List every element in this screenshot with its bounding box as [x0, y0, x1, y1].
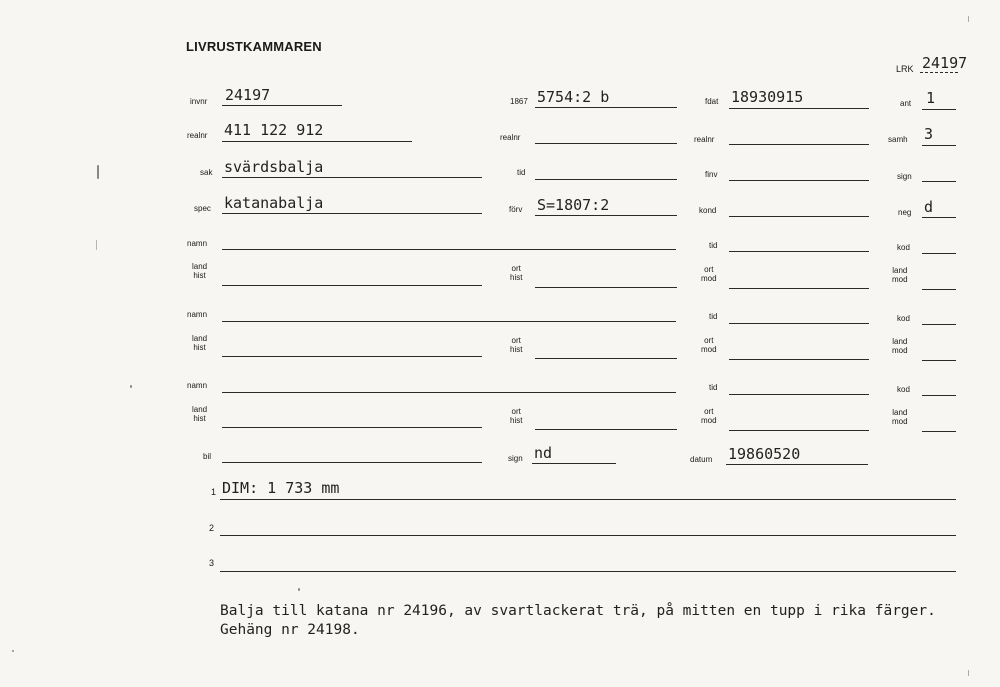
fdat-value: 18930915: [731, 88, 804, 106]
namn-line-2: [222, 321, 676, 322]
kod-label-1: kod: [897, 243, 910, 252]
land-mod-label-2: land mod: [892, 337, 908, 355]
ort-hist-label-3: ort hist: [510, 407, 523, 425]
ort-mod-line-3: [729, 430, 869, 431]
card-title: LIVRUSTKAMMAREN: [186, 39, 322, 54]
numbered-line-1: [220, 499, 956, 500]
tid-line-3: [729, 323, 869, 324]
sign-line-2: [532, 463, 616, 464]
samh-value: 3: [924, 125, 934, 143]
tid-label-1: tid: [517, 168, 526, 177]
bil-line: [222, 462, 482, 463]
land-hist-line-2: [222, 356, 482, 357]
forv-line: [535, 215, 677, 216]
tid-label-4: tid: [709, 383, 718, 392]
1867-label: 1867: [510, 97, 528, 106]
scan-speck: [12, 650, 14, 652]
spec-value: katanabalja: [224, 194, 324, 212]
realnr-line-3: [729, 144, 869, 145]
kod-line-3: [922, 395, 956, 396]
finv-label: finv: [705, 170, 718, 179]
1867-line: [535, 107, 677, 108]
ant-line: [922, 109, 956, 110]
lrk-label: LRK: [896, 64, 914, 74]
scan-speck: [298, 588, 300, 591]
lrk-value: 24197: [922, 54, 968, 72]
realnr-label-2: realnr: [500, 133, 521, 142]
datum-line: [726, 464, 868, 465]
realnr-value: 411 122 912: [224, 121, 324, 139]
neg-value: d: [924, 198, 934, 216]
neg-label: neg: [898, 208, 912, 217]
sak-label: sak: [200, 168, 213, 177]
kod-line-1: [922, 253, 956, 254]
ort-mod-line-2: [729, 359, 869, 360]
invnr-label: invnr: [190, 97, 208, 106]
description-line-1: Balja till katana nr 24196, av svartlackerat trä, på mitten en tupp i rika färger.: [220, 603, 936, 619]
datum-label: datum: [690, 455, 713, 464]
finv-line: [729, 180, 869, 181]
kond-line: [729, 216, 869, 217]
invnr-value: 24197: [225, 86, 271, 104]
lrk-line: [920, 72, 958, 73]
kond-label: kond: [699, 206, 717, 215]
ort-hist-line-3: [535, 429, 677, 430]
realnr-label-1: realnr: [187, 131, 208, 140]
line-number-1: 1: [211, 487, 217, 497]
land-mod-label-3: land mod: [892, 408, 908, 426]
namn-label-1: namn: [187, 239, 208, 248]
tid-line-2: [729, 251, 869, 252]
scan-speck: [97, 165, 99, 179]
line-1-value: DIM: 1 733 mm: [222, 479, 340, 497]
samh-line: [922, 145, 956, 146]
namn-line-3: [222, 392, 676, 393]
1867-value: 5754:2 b: [537, 88, 610, 106]
land-mod-line-2: [922, 360, 956, 361]
namn-label-3: namn: [187, 381, 208, 390]
fdat-line: [729, 108, 869, 109]
ort-mod-label-1: ort mod: [701, 265, 717, 283]
sak-value: svärdsbalja: [224, 158, 324, 176]
ort-mod-label-3: ort mod: [701, 407, 717, 425]
namn-line-1: [222, 249, 676, 250]
ant-value: 1: [926, 89, 936, 107]
realnr-line-2: [535, 143, 677, 144]
land-hist-line-1: [222, 285, 482, 286]
invnr-line: [222, 105, 342, 106]
scan-speck: [130, 385, 132, 388]
sign-line-1: [922, 181, 956, 182]
namn-label-2: namn: [187, 310, 208, 319]
kod-label-3: kod: [897, 385, 910, 394]
ort-hist-label-1: ort hist: [510, 264, 523, 282]
land-mod-line-1: [922, 289, 956, 290]
datum-value: 19860520: [728, 445, 801, 463]
ort-hist-line-2: [535, 358, 677, 359]
numbered-line-3: [220, 571, 956, 572]
land-hist-line-3: [222, 427, 482, 428]
land-mod-line-3: [922, 431, 956, 432]
spec-label: spec: [194, 204, 211, 213]
scan-speck: [96, 240, 97, 250]
kod-label-2: kod: [897, 314, 910, 323]
tid-line-4: [729, 394, 869, 395]
description-line-2: Gehäng nr 24198.: [220, 622, 360, 638]
ort-mod-label-2: ort mod: [701, 336, 717, 354]
ort-hist-label-2: ort hist: [510, 336, 523, 354]
tid-label-2: tid: [709, 241, 718, 250]
ort-hist-line-1: [535, 287, 677, 288]
scan-speck: [968, 670, 969, 676]
ant-label: ant: [900, 99, 912, 108]
line-number-3: 3: [209, 558, 215, 568]
forv-label: förv: [509, 205, 523, 214]
land-hist-label-2: land hist: [192, 334, 208, 352]
sak-line: [222, 177, 482, 178]
sign-label-2: sign: [508, 454, 523, 463]
fdat-label: fdat: [705, 97, 719, 106]
sign-label-1: sign: [897, 172, 912, 181]
spec-line: [222, 213, 482, 214]
tid-line-1: [535, 179, 677, 180]
samh-label: samh: [888, 135, 908, 144]
bil-label: bil: [203, 452, 212, 461]
sign-value: nd: [534, 444, 553, 462]
numbered-line-2: [220, 535, 956, 536]
kod-line-2: [922, 324, 956, 325]
realnr-label-3: realnr: [694, 135, 715, 144]
forv-value: S=1807:2: [537, 196, 610, 214]
ort-mod-line-1: [729, 288, 869, 289]
line-number-2: 2: [209, 523, 215, 533]
land-hist-label-3: land hist: [192, 405, 208, 423]
scan-speck: [968, 16, 969, 22]
neg-line: [922, 217, 956, 218]
realnr-line-1: [222, 141, 412, 142]
land-hist-label-1: land hist: [192, 262, 208, 280]
tid-label-3: tid: [709, 312, 718, 321]
land-mod-label-1: land mod: [892, 266, 908, 284]
